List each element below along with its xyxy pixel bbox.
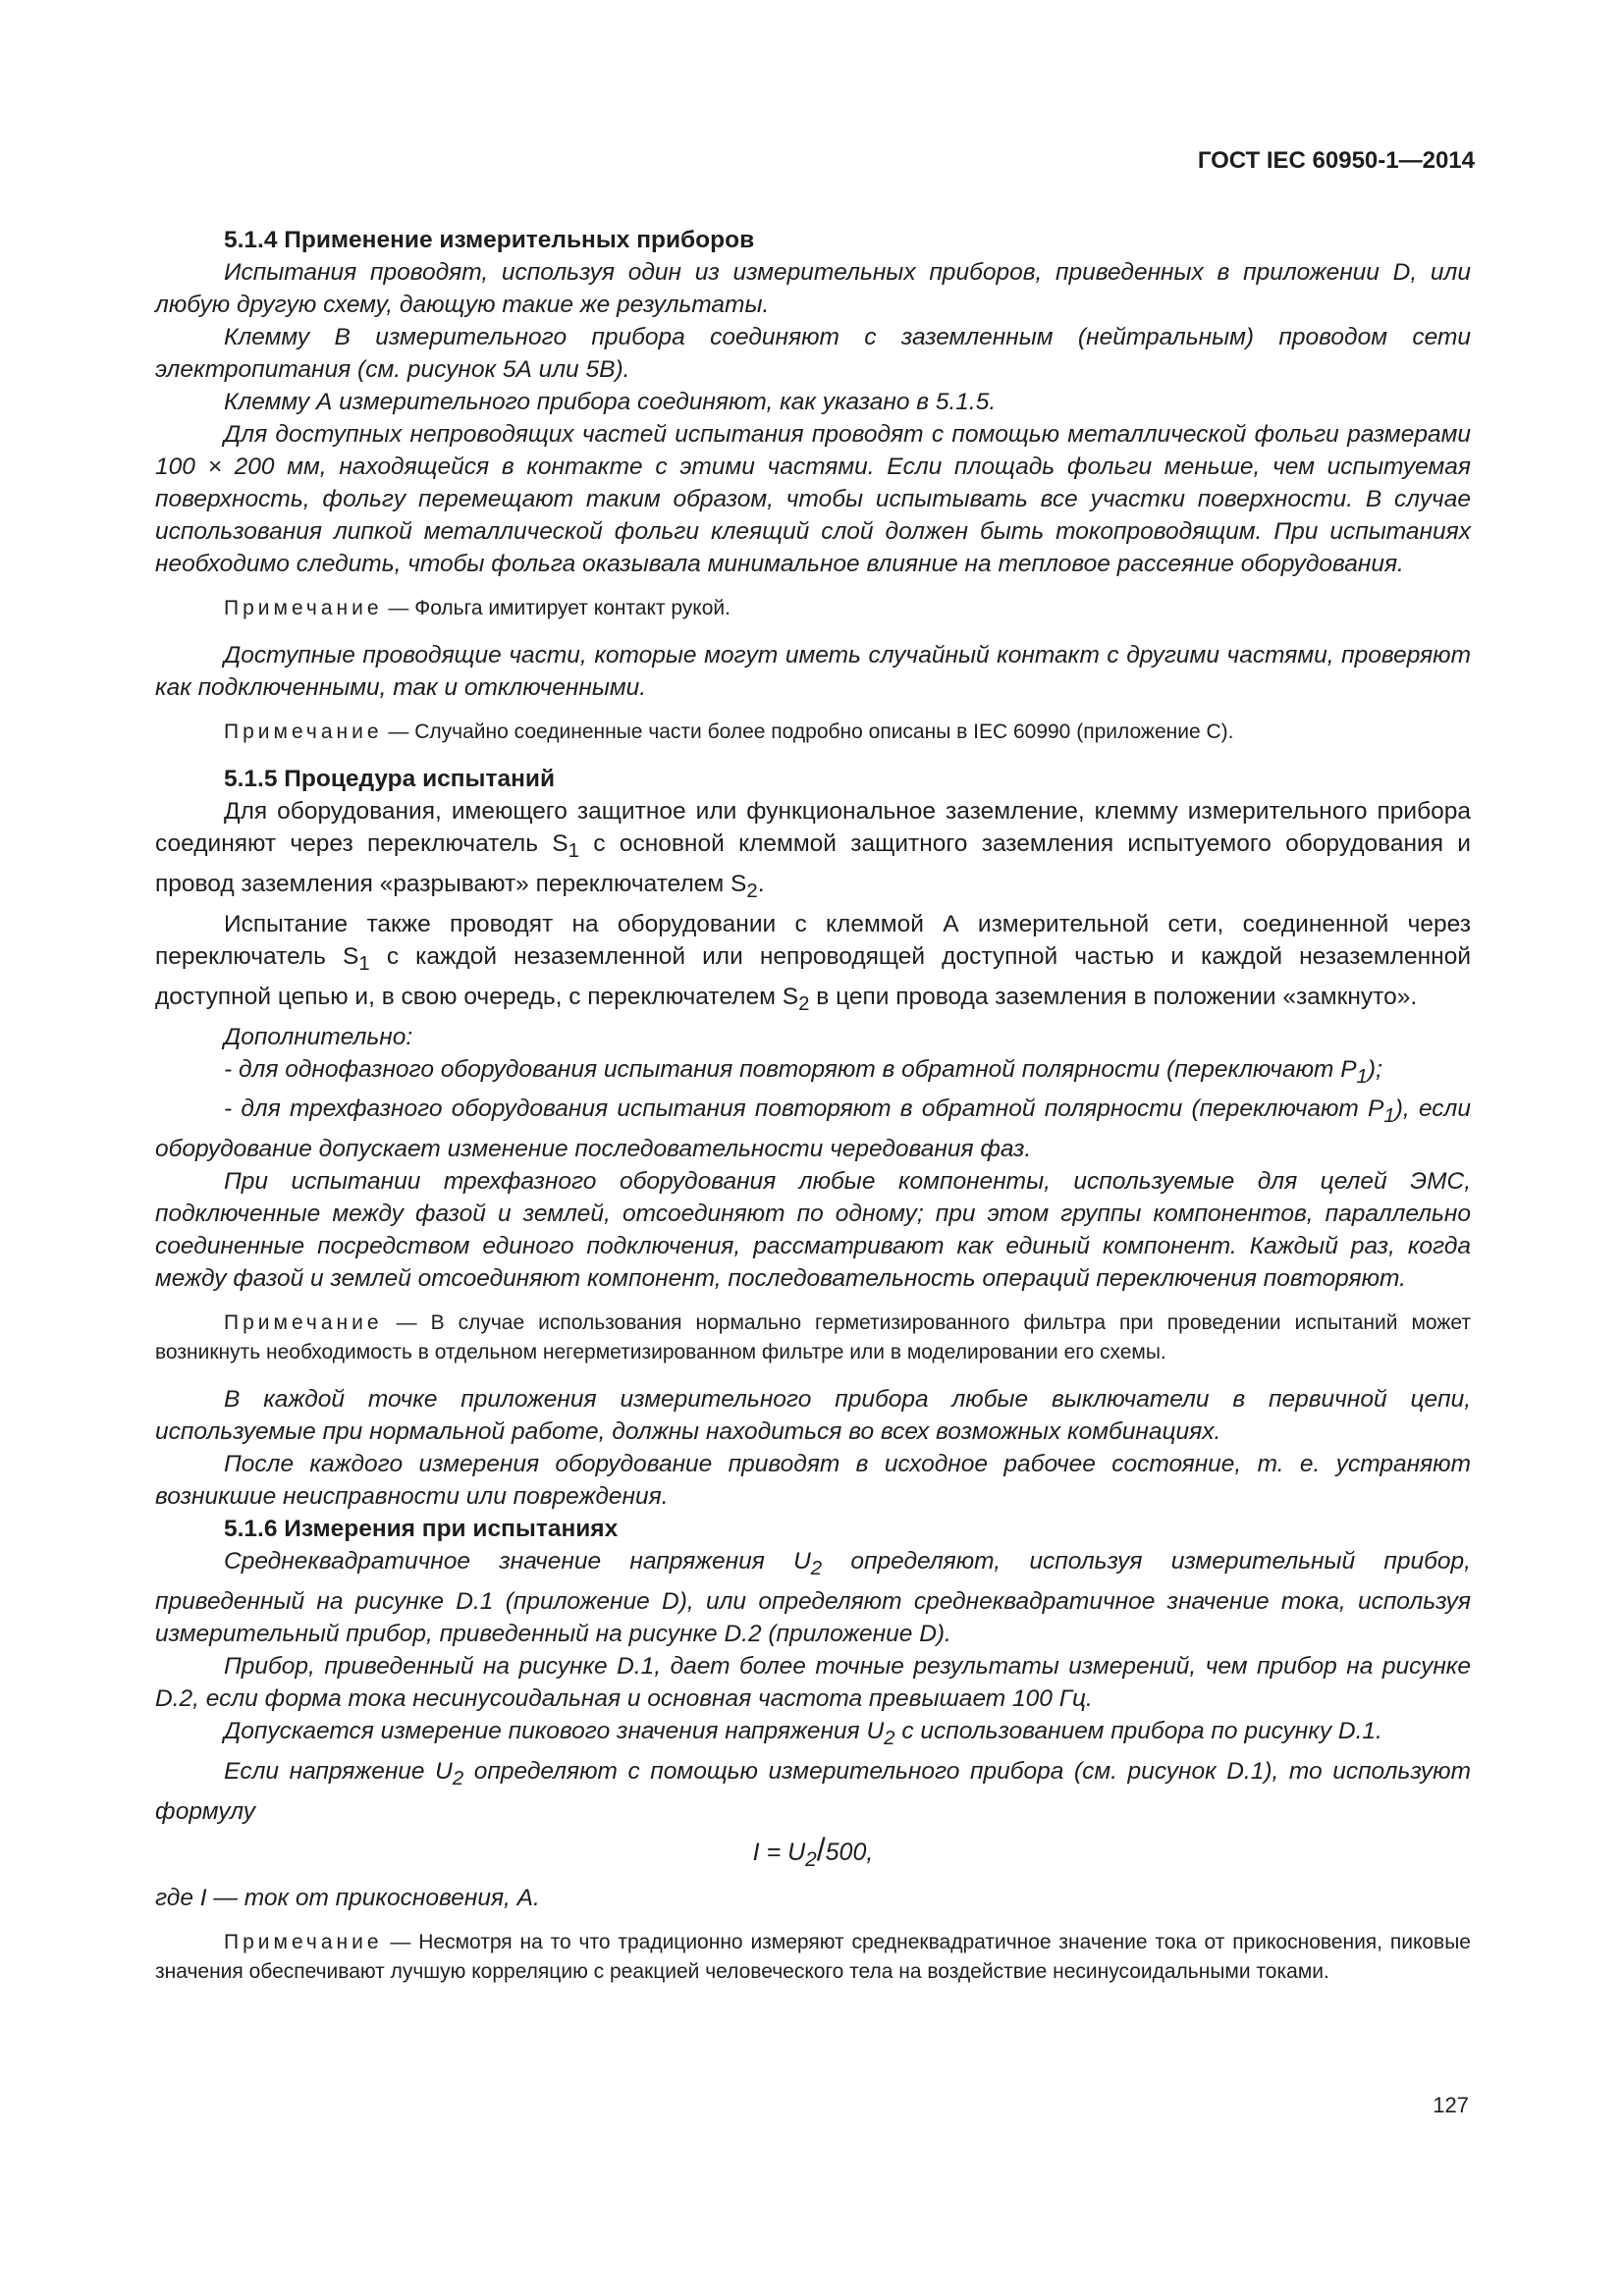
note	[155, 1928, 1471, 1987]
note-label: Примечание	[224, 1311, 383, 1335]
paragraph: Допускается измерение пикового значения напряжения $U_2$ с использованием прибора по рисунку D.1.	[224, 1718, 1382, 1750]
note	[155, 594, 1471, 623]
paragraph: Для оборудования, имеющего защитное или функциональное заземление, клемму измерительного прибора соединяют через переключатель $S_1$ с основной клеммой защитного заземления испытуемого оборудования и провод заземления «разрывают» переключателем $S_2$.	[155, 798, 1471, 902]
note-label: Примечание	[224, 1931, 383, 1954]
section-heading-5-1-5: 5.1.5 Процедура испытаний	[224, 766, 556, 792]
note-text: — Несмотря на то что традиционно измеряют среднеквадратичное значение тока от прикосновения, пиковые значения обеспечивают лучшую корреляцию с реакцией человеческого тела на воздействие несинусоидальными токами.	[155, 1931, 1471, 1984]
page-number: 127	[1433, 2093, 1469, 2117]
paragraph: Испытания проводят, используя один из измерительных приборов, приведенных в приложении D, или любую другую схему, дающую такие же результаты.	[155, 259, 1471, 318]
formula: $I = U_2/500$,	[752, 1832, 874, 1872]
paragraph: Клемму В измерительного прибора соединяют с заземленным (нейтральным) проводом сети электропитания (см. рисунок 5А или 5В).	[155, 324, 1471, 383]
document-body	[155, 224, 1471, 2002]
document-header: ГОСТ IEC 60950-1—2014	[1197, 147, 1475, 174]
paragraph: Если напряжение $U_2$ определяют с помощью измерительного прибора (см. рисунок D.1), то используют формулу	[155, 1758, 1471, 1826]
section-heading-5-1-4: 5.1.4 Применение измерительных приборов	[224, 227, 755, 253]
note	[155, 1308, 1471, 1367]
note-text: — Фольга имитирует контакт рукой.	[388, 597, 731, 619]
paragraph: Прибор, приведенный на рисунке D.1, дает более точные результаты измерений, чем прибор на рисунке D.2, если форма тока несинусоидальная и основная частота превышает 100 Гц.	[155, 1653, 1471, 1713]
formula-explanation: где I — ток от прикосновения, А.	[155, 1885, 540, 1912]
paragraph: После каждого измерения оборудование приводят в исходное рабочее состояние, т. е. устраняют возникшие неисправности или повреждения.	[155, 1451, 1471, 1511]
paragraph: Клемму А измерительного прибора соединяют, как указано в 5.1.5.	[224, 389, 997, 415]
note-text: — В случае использования нормально герметизированного фильтра при проведении испытаний может возникнуть необходимость в отдельном негерметизированном фильтре или в моделировании его схемы.	[155, 1311, 1471, 1364]
paragraph: Для доступных непроводящих частей испытания проводят с помощью металлической фольги размерами 100 × 200 мм, находящейся в контакте с этими частями. Если площадь фольги меньше, чем испытуемая поверхность, фольгу перемещают таким образом, чтобы испытывать все участки поверхности. В случае использования липкой металлической фольги клеящий слой должен быть токопроводящим. При испытаниях необходимо следить, чтобы фольга оказывала минимальное влияние на тепловое рассеяние оборудования.	[155, 421, 1471, 577]
paragraph: При испытании трехфазного оборудования любые компоненты, используемые для целей ЭМС, подключенные между фазой и землей, отсоединяют по одному; при этом группы компонентов, параллельно соединенные посредством единого подключения, рассматривают как единый компонент. Каждый раз, когда между фазой и землей отсоединяют компонент, последовательность операций переключения повторяют.	[155, 1168, 1471, 1293]
paragraph: Дополнительно:	[224, 1023, 413, 1050]
paragraph: Испытание также проводят на оборудовании с клеммой А измерительной сети, соединенной через переключатель $S_1$ с каждой незаземленной или непроводящей доступной частью и каждой незаземленной доступной цепью и, в свою очередь, с переключателем $S_2$ в цепи провода заземления в положении «замкнуто».	[155, 910, 1472, 1015]
paragraph: Доступные проводящие части, которые могут иметь случайный контакт с другими частями, проверяют как подключенными, так и отключенными.	[155, 642, 1471, 701]
paragraph: Среднеквадратичное значение напряжения $U_2$ определяют, используя измерительный прибор, приведенный на рисунке D.1 (приложение D), или определяют среднеквадратичное значение тока, используя измерительный прибор, приведенный на рисунке D.2 (приложение D).	[155, 1548, 1471, 1648]
note-label: Примечание	[224, 597, 383, 619]
note-text: — Случайно соединенные части более подробно описаны в IEC 60990 (приложение С).	[388, 721, 1234, 743]
list-item: - для трехфазного оборудования испытания повторяют в обратной полярности (переключают $Р_1$), если оборудование допускает изменение последовательности чередования фаз.	[155, 1095, 1471, 1163]
paragraph: В каждой точке приложения измерительного прибора любые выключатели в первичной цепи, используемые при нормальной работе, должны находиться во всех возможных комбинациях.	[155, 1386, 1471, 1446]
list-item: - для однофазного оборудования испытания повторяют в обратной полярности (переключают $Р_1$);	[224, 1055, 1382, 1088]
section-heading-5-1-6: 5.1.6 Измерения при испытаниях	[224, 1516, 619, 1543]
note-label: Примечание	[224, 721, 383, 743]
note	[155, 718, 1471, 747]
